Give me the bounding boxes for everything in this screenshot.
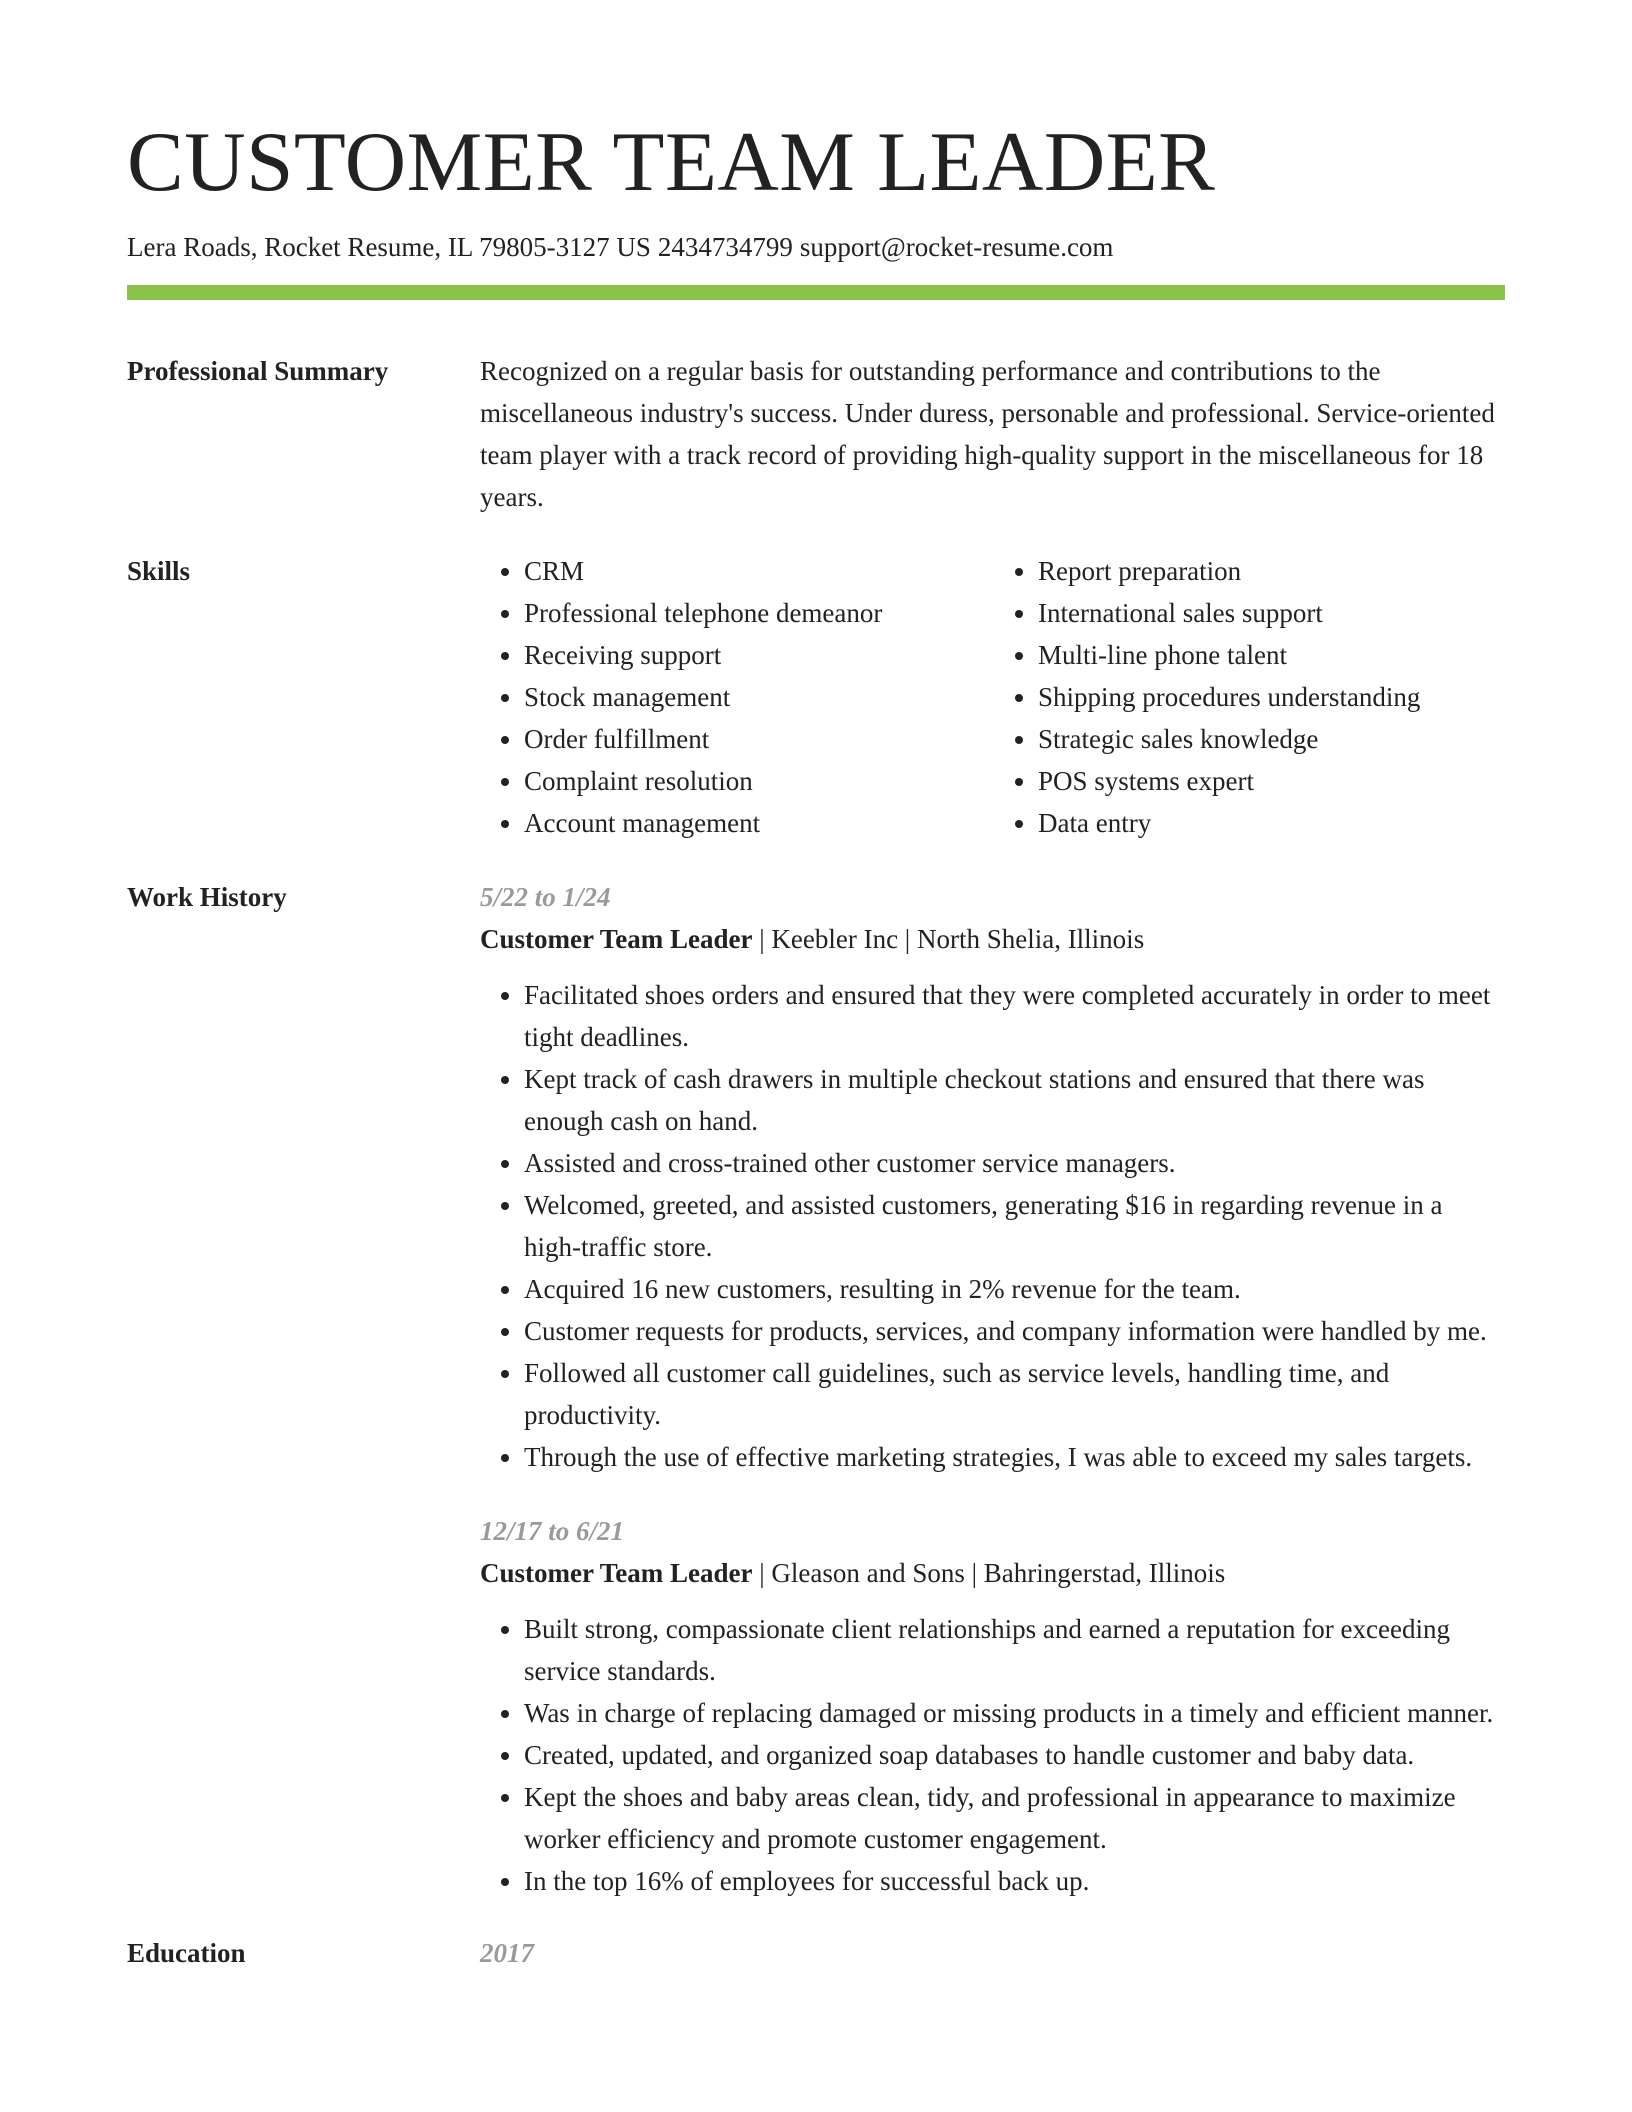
- job-bullet: • Acquired 16 new customers, resulting in 2% revenue for the team.: [524, 1268, 1505, 1310]
- job-bullet: • Welcomed, greeted, and assisted customers, generating $16 in regarding revenue in a high-traffic store.: [524, 1184, 1505, 1268]
- work-history-label: Work History: [127, 882, 287, 913]
- job-bullet: • Was in charge of replacing damaged or missing products in a timely and efficient manner.: [524, 1692, 1505, 1734]
- job-bullet: • Assisted and cross-trained other customer service managers.: [524, 1142, 1505, 1184]
- job-bullet: • Facilitated shoes orders and ensured that they were completed accurately in order to meet tight deadlines.: [524, 974, 1505, 1058]
- resume-title: CUSTOMER TEAM LEADER: [127, 115, 1216, 209]
- job-entry: [480, 1510, 1505, 1902]
- summary-text: Recognized on a regular basis for outstanding performance and contributions to the miscellaneous industry's success. Under duress, personable and professional. Service-oriented team player with a track record of providing high-quality support in the miscellaneous for 18 years.: [480, 356, 1495, 513]
- job-bullets: [480, 1608, 1505, 1902]
- skills-right-column: [994, 550, 1498, 844]
- job-title: Customer Team Leader: [480, 924, 753, 955]
- job-details: | Gleason and Sons | Bahringerstad, Illinois: [752, 1558, 1226, 1589]
- skill-item: • Receiving support: [524, 634, 984, 676]
- skills-columns: [480, 550, 1505, 844]
- skill-item: • International sales support: [1038, 592, 1498, 634]
- summary-section: [127, 350, 1505, 518]
- job-bullet: • Through the use of effective marketing strategies, I was able to exceed my sales targets.: [524, 1436, 1505, 1478]
- job-bullet: • Kept the shoes and baby areas clean, tidy, and professional in appearance to maximize worker efficiency and promote customer engagement.: [524, 1776, 1505, 1860]
- skill-item: • Account management: [524, 802, 984, 844]
- education-section: [127, 1932, 1505, 1974]
- job-bullet: • Created, updated, and organized soap databases to handle customer and baby data.: [524, 1734, 1505, 1776]
- job-entry: [480, 876, 1505, 1478]
- job-title: Customer Team Leader: [480, 1558, 753, 1589]
- job-bullet: • Followed all customer call guidelines, such as service levels, handling time, and productivity.: [524, 1352, 1505, 1436]
- job-bullet: • In the top 16% of employees for successful back up.: [524, 1860, 1505, 1902]
- header-accent-rule: [127, 285, 1505, 300]
- skill-item: • Shipping procedures understanding: [1038, 676, 1498, 718]
- contact-email: support@rocket-resume.com: [799, 232, 1114, 262]
- skills-left-column: [480, 550, 984, 844]
- education-body: [480, 1932, 1505, 1974]
- skill-item: • POS systems expert: [1038, 760, 1498, 802]
- skill-item: • Professional telephone demeanor: [524, 592, 984, 634]
- job-bullet: • Built strong, compassionate client relationships and earned a reputation for exceeding service standards.: [524, 1608, 1505, 1692]
- job-bullets: [480, 974, 1505, 1478]
- work-history-body: [480, 876, 1505, 1902]
- job-bullet: • Customer requests for products, services, and company information were handled by me.: [524, 1310, 1505, 1352]
- skill-item: • Complaint resolution: [524, 760, 984, 802]
- skills-body: [480, 550, 1505, 844]
- job-details: | Keebler Inc | North Shelia, Illinois: [752, 924, 1145, 955]
- skill-item: • CRM: [524, 550, 984, 592]
- job-dates: 12/17 to 6/21: [480, 1516, 625, 1547]
- skill-item: • Data entry: [1038, 802, 1498, 844]
- education-year: 2017: [480, 1938, 534, 1969]
- skill-item: • Stock management: [524, 676, 984, 718]
- resume-page: [127, 115, 1505, 1974]
- job-heading: [480, 1552, 1505, 1594]
- job-bullet: • Kept track of cash drawers in multiple checkout stations and ensured that there was enough cash on hand.: [524, 1058, 1505, 1142]
- skill-item: • Order fulfillment: [524, 718, 984, 760]
- contact-address: Lera Roads, Rocket Resume, IL 79805-3127 US: [127, 232, 651, 262]
- education-label: Education: [127, 1938, 246, 1969]
- summary-label: Professional Summary: [127, 356, 389, 387]
- skills-label: Skills: [127, 556, 191, 587]
- job-dates: 5/22 to 1/24: [480, 882, 611, 913]
- skill-item: • Report preparation: [1038, 550, 1498, 592]
- contact-phone: 2434734799: [657, 232, 793, 262]
- skill-item: • Multi-line phone talent: [1038, 634, 1498, 676]
- work-history-section: [127, 876, 1505, 1902]
- skill-item: • Strategic sales knowledge: [1038, 718, 1498, 760]
- job-heading: [480, 918, 1505, 960]
- skills-section: [127, 550, 1505, 844]
- contact-line: [127, 231, 1505, 263]
